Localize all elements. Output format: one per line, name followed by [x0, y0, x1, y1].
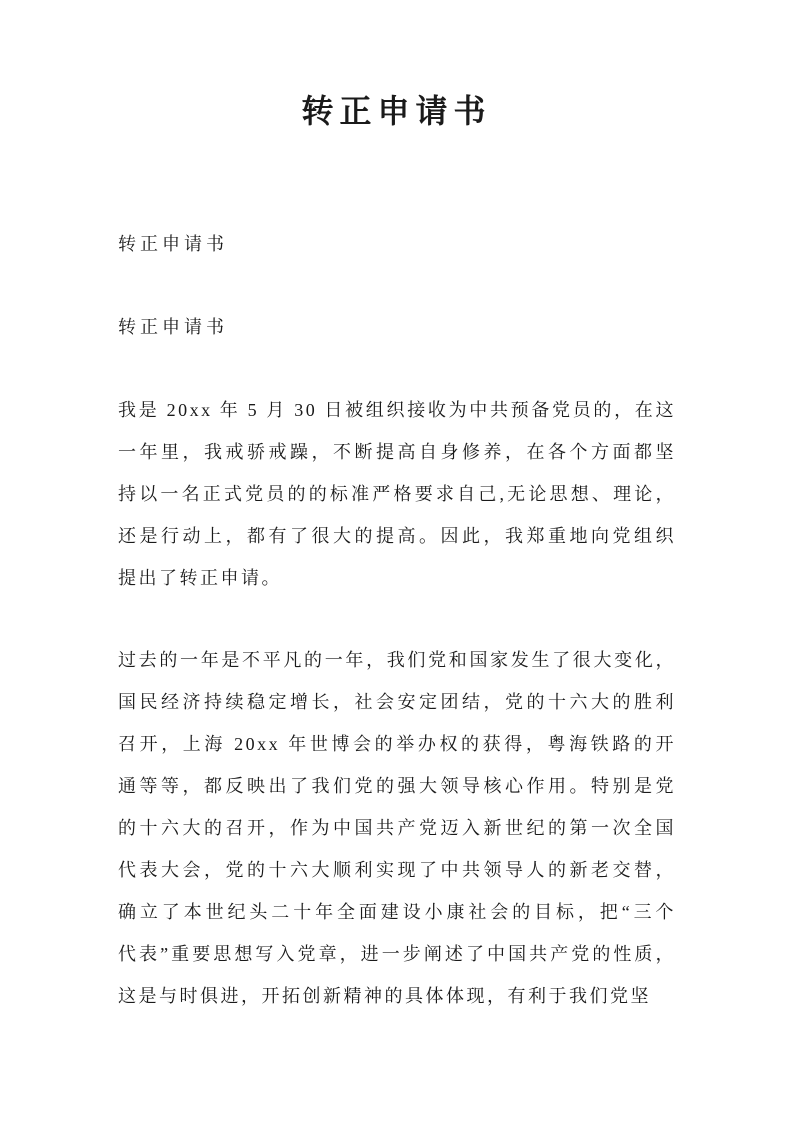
paragraph-2-line: 的十六大的召开，作为中国共产党迈入新世纪的第一次全国: [118, 818, 676, 838]
paragraph-1-line: 还是行动上，都有了很大的提高。因此，我郑重地向党组织: [118, 526, 676, 546]
paragraph-2-line: 通等等，都反映出了我们党的强大领导核心作用。特别是党: [118, 776, 676, 796]
paragraph-2-line: 过去的一年是不平凡的一年，我们党和国家发生了很大变化，: [118, 650, 676, 670]
repeated-title-line-2: 转正申请书: [118, 317, 228, 337]
paragraph-2-line: 国民经济持续稳定增长，社会安定团结，党的十六大的胜利: [118, 692, 676, 712]
repeated-title-line-1: 转正申请书: [118, 234, 228, 254]
paragraph-1-line: 提出了转正申请。: [118, 568, 282, 588]
paragraph-1: [118, 389, 676, 599]
paragraph-1-line: 一年里，我戒骄戒躁，不断提高自身修养，在各个方面都坚: [118, 442, 676, 462]
paragraph-1-line: 持以一名正式党员的的标准严格要求自己,无论思想、理论，: [118, 484, 676, 504]
paragraph-2-line: 代表”重要思想写入党章，进一步阐述了中国共产党的性质，: [118, 944, 676, 964]
paragraph-2-line: 召开，上海 20xx 年世博会的举办权的获得，粤海铁路的开: [118, 734, 676, 754]
paragraph-2-line: 这是与时俱进，开拓创新精神的具体体现，有利于我们党坚: [118, 986, 651, 1006]
paragraph-2-line: 确立了本世纪头二十年全面建设小康社会的目标，把“三个: [118, 902, 676, 922]
paragraph-2-line: 代表大会，党的十六大顺利实现了中共领导人的新老交替，: [118, 860, 676, 880]
document-title: 转正申请书: [301, 93, 492, 129]
paragraph-2: [118, 639, 676, 1017]
paragraph-1-line: 我是 20xx 年 5 月 30 日被组织接收为中共预备党员的，在这: [118, 400, 676, 420]
